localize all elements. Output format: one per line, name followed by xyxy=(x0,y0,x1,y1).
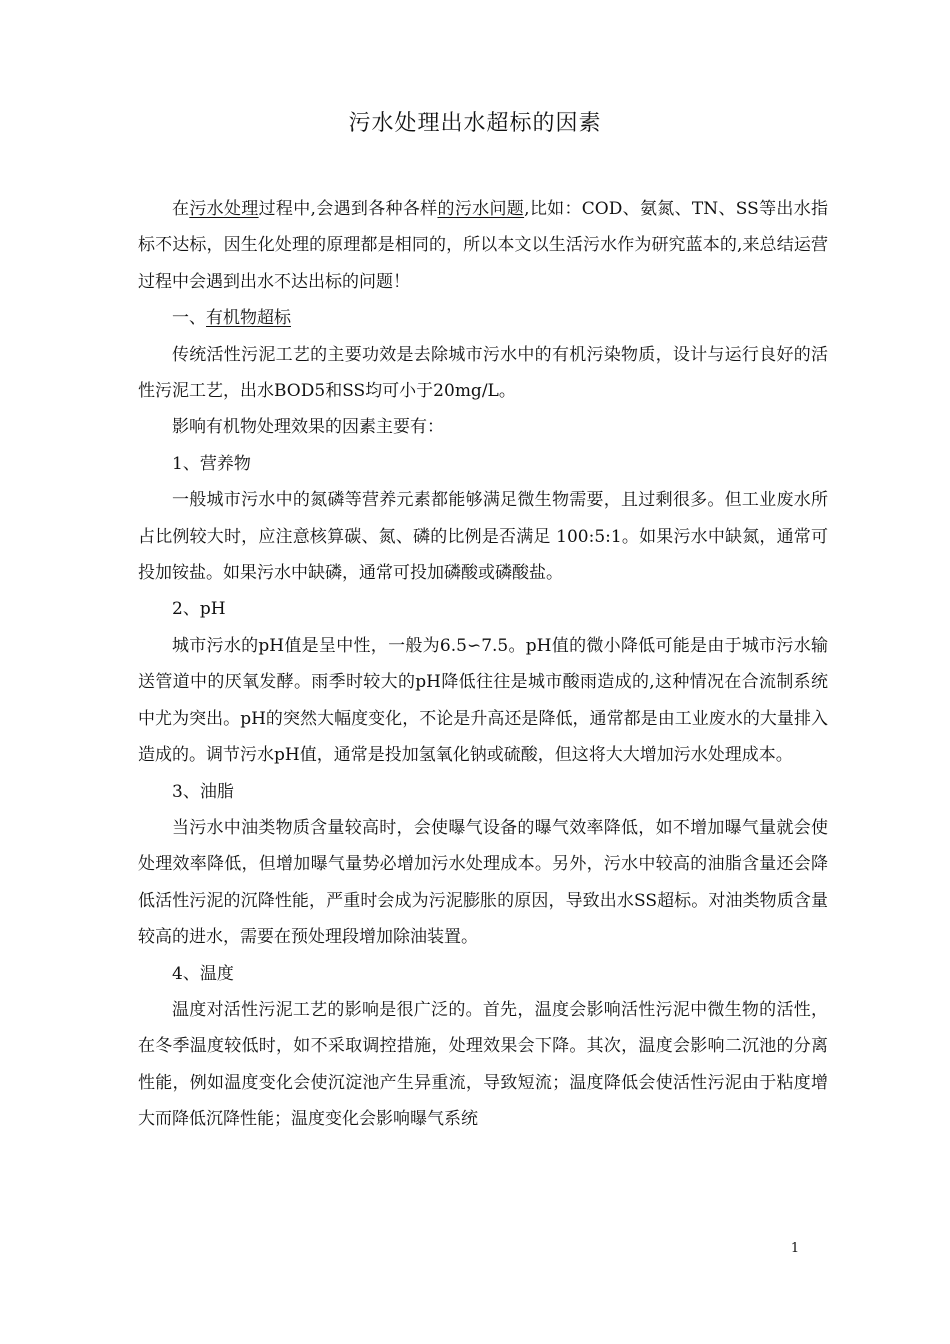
paragraph-activated-sludge: 传统活性污泥工艺的主要功效是去除城市污水中的有机污染物质，设计与运行良好的活性污泥工艺，出水BOD5和SS均可小于20mg/L。 xyxy=(138,344,828,402)
subheading-grease: 3、油脂 xyxy=(172,781,234,802)
paragraph-nutrients: 一般城市污水中的氮磷等营养元素都能够满足微生物需要，且过剩很多。但工业废水所占比例较大时，应注意核算碳、氮、磷的比例是否满足 100:5:1。如果污水中缺氮，通常可投加铵盐。如果污水中缺磷，通常可投加磷酸或磷酸盐。 xyxy=(138,490,828,584)
document-body xyxy=(138,191,828,1138)
paragraph-grease: 当污水中油类物质含量较高时，会使曝气设备的曝气效率降低，如不增加曝气量就会使处理效率降低，但增加曝气量势必增加污水处理成本。另外，污水中较高的油脂含量还会降低活性污泥的沉降性能，严重时会成为污泥膨胀的原因，导致出水SS超标。对油类物质含量较高的进水，需要在预处理段增加除油装置。 xyxy=(138,817,828,948)
section-prefix: 一、 xyxy=(172,308,206,329)
page-number: 1 xyxy=(790,1241,800,1256)
subheading-ph: 2、pH xyxy=(172,599,226,620)
section-heading-organic xyxy=(138,300,828,336)
document-title: 污水处理出水超标的因素 xyxy=(348,111,602,136)
intro-text-mid: 过程中,会遇到各种各样 xyxy=(258,199,438,219)
subheading-temperature: 4、温度 xyxy=(172,963,234,984)
intro-text-post: ,比如：COD、氨氮、TN、SS等出水指标不达标，因生化处理的原理都是相同的，所以本文以生活污水作为研究蓝本的,来总结运营过程中会遇到出水不达出标的问题！ xyxy=(138,199,829,292)
link-sewage-problems[interactable]: 的污水问题 xyxy=(437,199,525,219)
link-organic-exceed[interactable]: 有机物超标 xyxy=(206,308,291,329)
link-sewage-treatment[interactable]: 污水处理 xyxy=(189,199,259,219)
intro-paragraph xyxy=(138,191,828,300)
paragraph-ph: 城市污水的pH值是呈中性，一般为6.5∽7.5。pH值的微小降低可能是由于城市污水输送管道中的厌氧发酵。雨季时较大的pH降低往往是城市酸雨造成的,这种情况在合流制系统中尤为突出。pH的突然大幅度变化，不论是升高还是降低，通常都是由工业废水的大量排入造成的。调节污水pH值，通常是投加氢氧化钠或硫酸，但这将大大增加污水处理成本。 xyxy=(138,635,828,766)
paragraph-factors-intro: 影响有机物处理效果的因素主要有： xyxy=(172,417,444,438)
subheading-nutrients: 1、营养物 xyxy=(172,453,251,474)
intro-text-pre: 在 xyxy=(172,199,190,219)
paragraph-temperature: 温度对活性污泥工艺的影响是很广泛的。首先，温度会影响活性污泥中微生物的活性，在冬季温度较低时，如不采取调控措施，处理效果会下降。其次，温度会影响二沉池的分离性能，例如温度变化会使沉淀池产生异重流，导致短流；温度降低会使活性污泥由于粘度增大而降低沉降性能；温度变化会影响曝气系统 xyxy=(138,999,828,1130)
